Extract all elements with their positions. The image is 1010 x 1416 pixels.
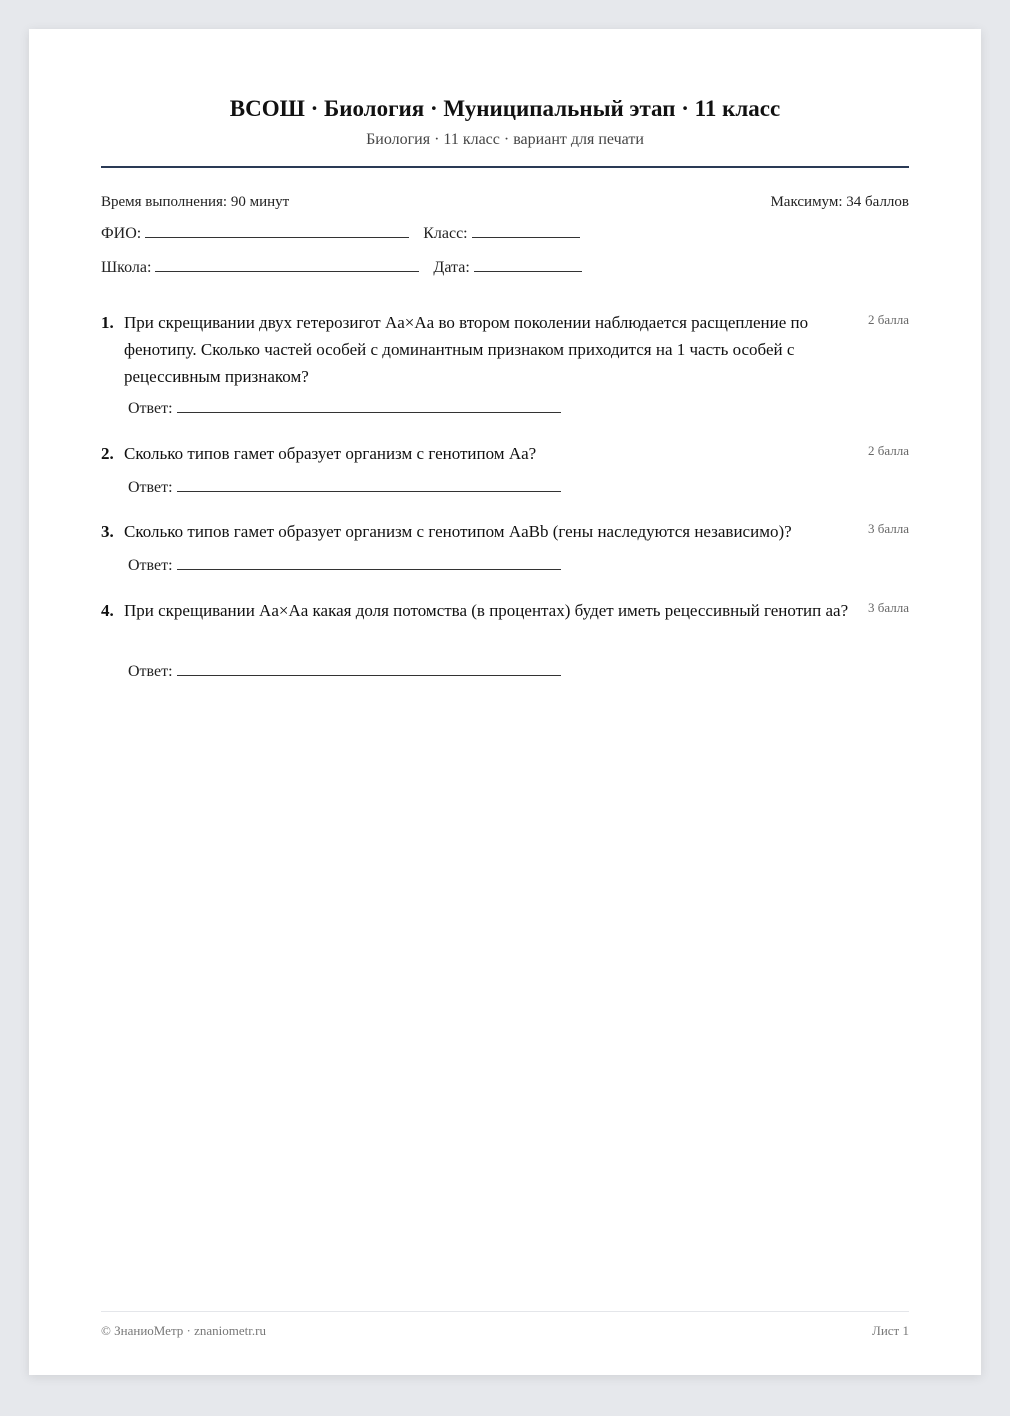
class-label: Класс:: [423, 225, 468, 242]
answer-field[interactable]: [177, 568, 561, 570]
question-number: 1.: [101, 313, 114, 332]
fio-class-row: [101, 225, 909, 243]
question-points: 3 балла: [868, 521, 909, 536]
question-number: 2.: [101, 444, 114, 463]
school-label: Школа:: [101, 259, 152, 276]
time-limit: Время выполнения: 90 минут: [101, 194, 290, 210]
sheet-content: [101, 29, 909, 1375]
page-title: ВСОШ · Биология · Муниципальный этап · 11 класс: [229, 96, 781, 121]
answer-line: [128, 557, 561, 575]
class-field[interactable]: [472, 236, 580, 238]
date-field[interactable]: [474, 270, 582, 272]
answer-line: [128, 663, 561, 681]
date-label: Дата:: [433, 259, 470, 276]
exam-sheet: [29, 29, 981, 1375]
footer-copyright: © ЗнаниоМетр · znaniometr.ru: [101, 1323, 266, 1338]
page-subtitle: Биология · 11 класс · вариант для печати: [366, 131, 644, 148]
footer-divider: [101, 1311, 909, 1312]
answer-label: Ответ:: [128, 479, 173, 496]
sheet-number: Лист 1: [872, 1323, 909, 1338]
question-text: При скрещивании двух гетерозигот Aa×Aa во втором поколении наблюдается расщепление по фенотипу. Сколько частей особей с доминантным признаком приходится на 1 часть особей с рецессивным признаком?: [124, 313, 809, 386]
answer-label: Ответ:: [128, 557, 173, 574]
question-text: Сколько типов гамет образует организм с генотипом Aa?: [124, 444, 537, 463]
answer-field[interactable]: [177, 674, 561, 676]
question-number: 4.: [101, 601, 114, 620]
question-text: При скрещивании Aa×Aa какая доля потомства (в процентах) будет иметь рецессивный генотип aa?: [124, 601, 849, 620]
school-date-row: [101, 259, 909, 277]
question-number: 3.: [101, 522, 114, 541]
answer-field[interactable]: [177, 490, 561, 492]
fio-label: ФИО:: [101, 225, 142, 242]
question-points: 2 балла: [868, 443, 909, 458]
answer-line: [128, 400, 561, 418]
question-points: 2 балла: [868, 312, 909, 327]
header-divider: [101, 166, 909, 168]
max-score: Максимум: 34 баллов: [770, 194, 909, 210]
fio-field[interactable]: [145, 236, 409, 238]
answer-line: [128, 479, 561, 497]
answer-label: Ответ:: [128, 663, 173, 680]
question-points: 3 балла: [868, 600, 909, 615]
answer-label: Ответ:: [128, 400, 173, 417]
question-text: Сколько типов гамет образует организм с генотипом AaBb (гены наследуются независимо)?: [124, 522, 792, 541]
answer-field[interactable]: [177, 411, 561, 413]
school-field[interactable]: [155, 270, 419, 272]
